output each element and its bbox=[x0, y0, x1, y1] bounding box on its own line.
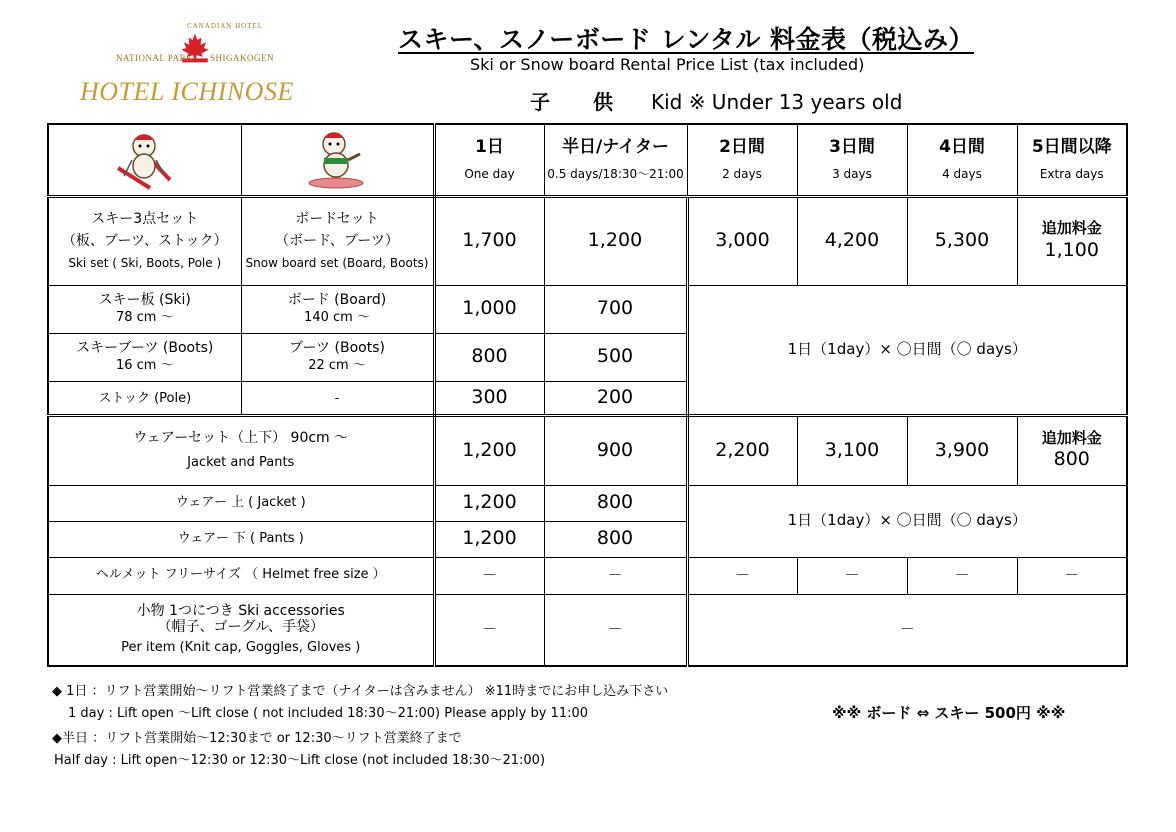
col-header-en: 0.5 days/18:30～21:00 bbox=[547, 166, 684, 181]
set-row bbox=[48, 196, 1127, 285]
skier-illustration-cell bbox=[48, 124, 241, 196]
item-name: ブーツ (Boots) bbox=[289, 339, 385, 356]
col-header-3days bbox=[797, 124, 907, 196]
snowboarder-bear-icon bbox=[302, 130, 372, 190]
logo-canadian-hotel: CANADIAN HOTEL bbox=[187, 22, 264, 30]
col-header-en: 3 days bbox=[832, 166, 872, 181]
board-set-en: Snow board set (Board, Boots) bbox=[245, 256, 429, 271]
wear-item-label: ウェアー 上 ( Jacket ) bbox=[48, 485, 434, 521]
price-cell: 1,200 bbox=[544, 196, 687, 285]
price-cell: 300 bbox=[434, 381, 544, 415]
accessories-cell bbox=[48, 594, 434, 666]
item-size: 78 cm ～ bbox=[115, 310, 174, 326]
price-cell: － bbox=[907, 557, 1017, 594]
price-cell: － bbox=[687, 594, 1127, 666]
price-cell: 500 bbox=[544, 333, 687, 381]
accessories-row bbox=[48, 594, 1127, 666]
logo-national-park: NATIONAL PARK bbox=[116, 53, 194, 63]
price-cell: 200 bbox=[544, 381, 687, 415]
col-header-jp: 2日間 bbox=[719, 137, 765, 158]
price-cell: 1,200 bbox=[434, 521, 544, 557]
page-title: スキー、スノーボード レンタル 料金表（税込み） bbox=[398, 25, 975, 54]
item-name: - bbox=[334, 390, 340, 406]
page-subtitle: Ski or Snow board Rental Price List (tax included) bbox=[470, 55, 865, 74]
item-name: ストック (Pole) bbox=[98, 390, 192, 406]
note-half-day-en: Half day : Lift open～12:30 or 12:30～Lift close (not included 18:30～21:00) bbox=[54, 753, 546, 768]
extra-price: 800 bbox=[1053, 448, 1090, 471]
price-cell: － bbox=[544, 557, 687, 594]
ski-item-cell bbox=[48, 285, 241, 333]
board-set-contents: （ボード、ブーツ） bbox=[275, 233, 399, 250]
wear-set-cell bbox=[48, 415, 434, 485]
helmet-row bbox=[48, 557, 1127, 594]
col-header-extra bbox=[1017, 124, 1127, 196]
ski-set-en: Ski set ( Ski, Boots, Pole ) bbox=[68, 256, 222, 271]
note-one-day-en: 1 day : Lift open ～Lift close ( not included 18:30～21:00) Please apply by 11:00 bbox=[68, 706, 589, 721]
col-header-en: 2 days bbox=[722, 166, 762, 181]
col-header-en: 4 days bbox=[942, 166, 982, 181]
price-cell: 5,300 bbox=[907, 196, 1017, 285]
snowboarder-illustration-cell bbox=[241, 124, 434, 196]
kid-heading bbox=[530, 86, 902, 115]
accessories-contents: （帽子、ゴーグル、手袋） bbox=[157, 619, 324, 636]
price-cell: 1,200 bbox=[434, 415, 544, 485]
col-header-4days bbox=[907, 124, 1017, 196]
price-cell: 2,200 bbox=[687, 415, 797, 485]
item-name: スキー板 (Ski) bbox=[98, 291, 191, 308]
ski-set-name: スキー3点セット bbox=[91, 211, 199, 227]
price-cell: 1,200 bbox=[434, 485, 544, 521]
price-cell: 800 bbox=[544, 521, 687, 557]
price-cell: 1,700 bbox=[434, 196, 544, 285]
price-cell: 3,000 bbox=[687, 196, 797, 285]
ski-item-cell bbox=[48, 381, 241, 415]
kid-heading-jp: 子 供 bbox=[530, 90, 631, 114]
header-row bbox=[48, 124, 1127, 196]
board-set-name: ボードセット bbox=[295, 211, 379, 227]
item-size: 140 cm ～ bbox=[304, 310, 370, 326]
price-table bbox=[47, 123, 1128, 667]
col-header-jp: 4日間 bbox=[939, 137, 985, 158]
hotel-logo bbox=[60, 22, 350, 112]
skier-bear-icon bbox=[110, 130, 180, 190]
price-cell: － bbox=[797, 557, 907, 594]
price-cell: － bbox=[1017, 557, 1127, 594]
logo-hotel-name: HOTEL ICHINOSE bbox=[80, 77, 294, 106]
price-cell: 3,100 bbox=[797, 415, 907, 485]
accessories-en: Per item (Knit cap, Goggles, Gloves ) bbox=[121, 640, 361, 656]
wear-set-name: ウェアーセット（上下） 90cm ～ bbox=[133, 429, 349, 446]
item-size: 16 cm ～ bbox=[115, 358, 174, 374]
per-day-formula: 1日（1day）× 〇日間（〇 days） bbox=[687, 285, 1127, 415]
price-cell: － bbox=[544, 594, 687, 666]
item-name: ボード (Board) bbox=[287, 291, 387, 308]
ski-set-contents: （板、ブーツ、ストック） bbox=[61, 233, 228, 250]
wear-item-row bbox=[48, 485, 1127, 521]
ski-set-cell bbox=[48, 196, 241, 285]
note-half-day-jp: ◆半日 ：リフト営業開始～12:30まで or 12:30～リフト営業終了まで bbox=[52, 731, 462, 746]
extra-price-cell bbox=[1017, 196, 1127, 285]
accessories-name: 小物 1つにつき Ski accessories bbox=[136, 603, 345, 620]
extra-price-cell bbox=[1017, 415, 1127, 485]
col-header-jp: 3日間 bbox=[829, 137, 875, 158]
extra-label: 追加料金 bbox=[1041, 219, 1102, 238]
col-header-en: One day bbox=[464, 166, 515, 181]
price-cell: － bbox=[434, 557, 544, 594]
logo-shigakogen: SHIGAKOGEN bbox=[210, 53, 274, 63]
price-cell: 900 bbox=[544, 415, 687, 485]
col-header-en: Extra days bbox=[1039, 166, 1104, 181]
note-one-day-jp: ◆ 1日 ：リフト営業開始～リフト営業終了まで（ナイターは含みません） ※11時までにお申し込み下さい bbox=[52, 684, 669, 699]
helmet-label: ヘルメット フリーサイズ （ Helmet free size ） bbox=[48, 557, 434, 594]
extra-price: 1,100 bbox=[1044, 238, 1099, 261]
board-set-cell bbox=[241, 196, 434, 285]
col-header-halfday bbox=[544, 124, 687, 196]
board-item-cell bbox=[241, 333, 434, 381]
wear-set-en: Jacket and Pants bbox=[187, 455, 295, 471]
swap-fee-note: ※※ ボード ⇔ スキー 500円 ※※ bbox=[832, 704, 1066, 722]
price-cell: 3,900 bbox=[907, 415, 1017, 485]
col-header-jp: 半日/ナイター bbox=[561, 137, 670, 158]
kid-heading-en: Kid ※ Under 13 years old bbox=[650, 90, 903, 114]
ski-item-cell bbox=[48, 333, 241, 381]
price-cell: 4,200 bbox=[797, 196, 907, 285]
price-cell: 800 bbox=[434, 333, 544, 381]
col-header-1day bbox=[434, 124, 544, 196]
wear-set-row bbox=[48, 415, 1127, 485]
col-header-jp: 5日間以降 bbox=[1031, 137, 1112, 158]
item-size: 22 cm ～ bbox=[308, 358, 366, 374]
board-item-cell bbox=[241, 381, 434, 415]
item-row bbox=[48, 285, 1127, 333]
item-name: スキーブーツ (Boots) bbox=[76, 339, 214, 356]
extra-label: 追加料金 bbox=[1041, 428, 1102, 447]
col-header-jp: 1日 bbox=[475, 137, 504, 158]
price-cell: 800 bbox=[544, 485, 687, 521]
board-item-cell bbox=[241, 285, 434, 333]
price-cell: － bbox=[687, 557, 797, 594]
price-cell: － bbox=[434, 594, 544, 666]
wear-per-day-formula: 1日（1day）× 〇日間（〇 days） bbox=[687, 485, 1127, 557]
col-header-2days bbox=[687, 124, 797, 196]
price-cell: 700 bbox=[544, 285, 687, 333]
wear-item-label: ウェアー 下 ( Pants ) bbox=[48, 521, 434, 557]
price-cell: 1,000 bbox=[434, 285, 544, 333]
